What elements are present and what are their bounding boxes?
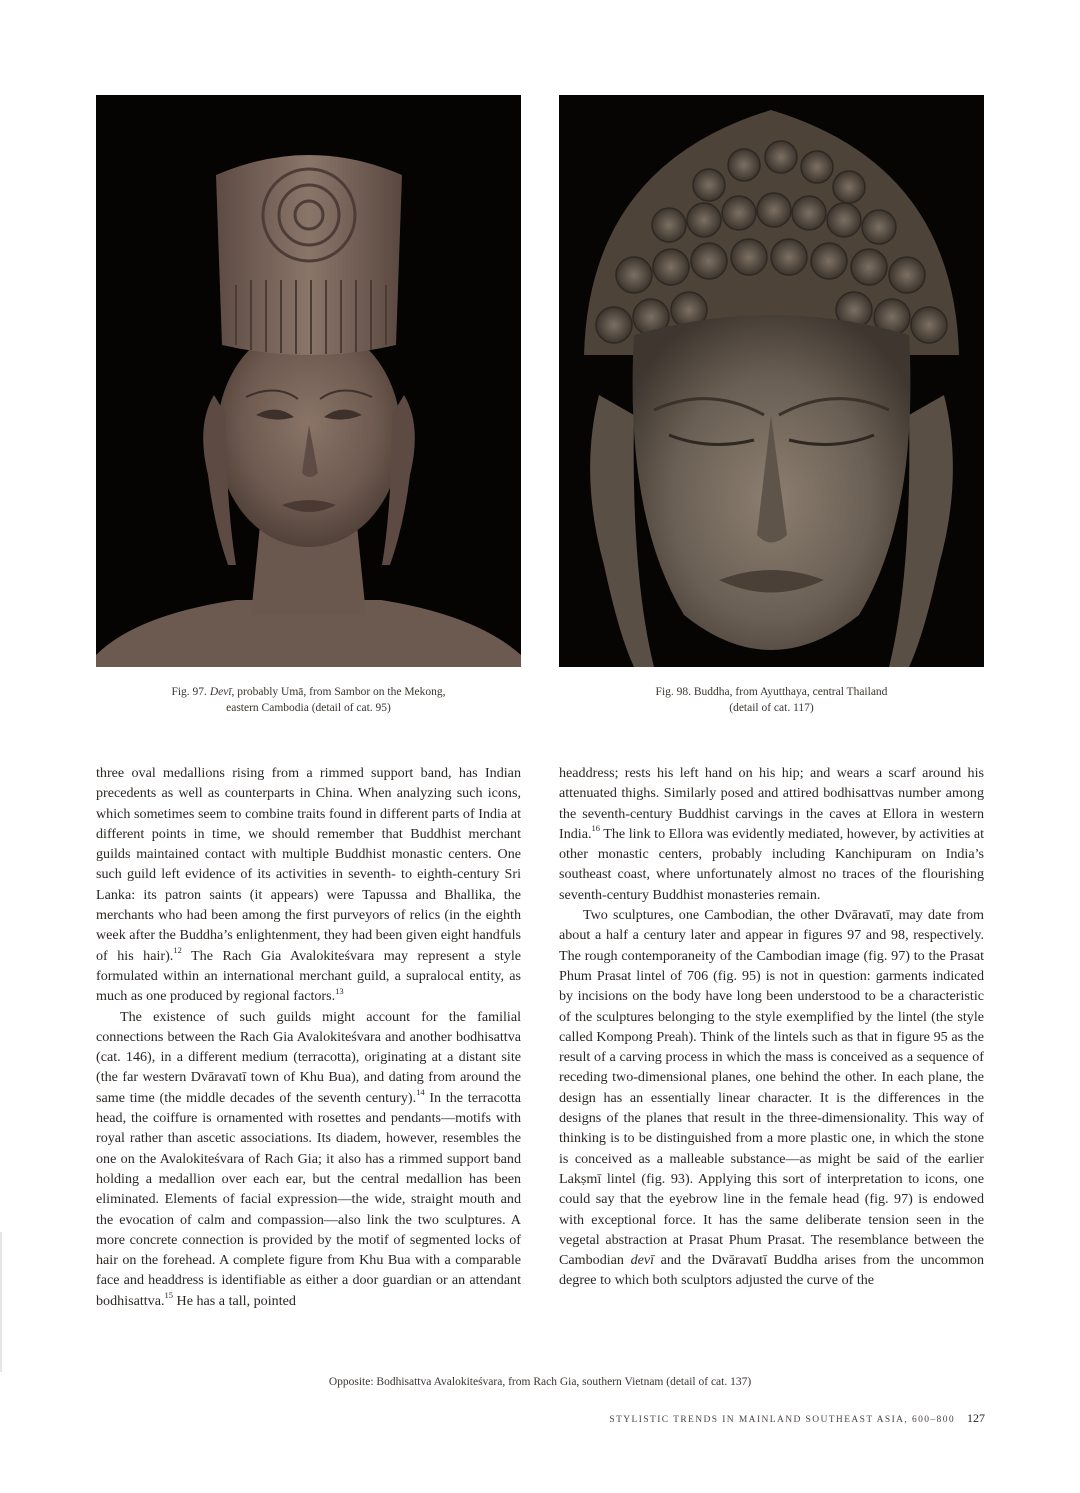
page-edge-rule	[0, 1232, 2, 1372]
caption-line: Fig. 98. Buddha, from Ayutthaya, central Thailand	[655, 686, 888, 698]
text-run: Two sculptures, one Cambodian, the other Dvāravatī, may date from about a half a century later and appear in figures 97 and 98, respectively. The rough contemporaneity of the Cambodian image (fig. 97) to the Prasat Phum Prasat lintel of 706 (fig. 95) is not in question: garments indicated by incisions on the body have long been understood to be a characteristic of the sculptures belonging to the style exemplified by the lintel (the style called Kompong Preah). Think of the lintels such as that in figure 95 as the result of a carving process in which the mass is conceived as a sequence of receding two-dimensional planes, one behind the other. In each plane, the design has an essentially linear character. It is the differences in the designs of the planes that result in the three-dimensionality. This way of thinking is to be distinguished from a more plastic one, in which the stone is conceived as a malleable substance—as might be said of the earlier Lakṣmī lintel (fig. 93). Applying this sort of interpretation to icons, one could say that the eyebrow line in the female head (fig. 97) is endowed with exceptional force. It has the same deliberate tension seen in the vegetal abstraction at Prasat Phum Prasat. The resemblance between the Cambodian	[559, 907, 984, 1269]
footnote-ref: 15	[164, 1290, 174, 1301]
opposite-caption: Opposite: Bodhisattva Avalokiteśvara, from Rach Gia, southern Vietnam (detail of cat. 137)	[328, 1376, 752, 1388]
caption-italic-title: Devī	[209, 686, 232, 698]
paragraph	[96, 763, 521, 1007]
caption-prefix: Fig. 97.	[171, 686, 210, 698]
text-run: and the Dvāravatī Buddha arises from the uncommon degree to which both sculptors adjusted the curve of the	[559, 1252, 984, 1289]
footnote-ref: 13	[335, 985, 344, 996]
text-run: In the terracotta head, the coiffure is ornamented with rosettes and pendants—motifs with royal rather than ascetic associations. Its diadem, however, resembles the one on the Avalokiteśvara of Rach Gia; it also has a rimmed support band holding a medallion over each ear, but the central medallion has been eliminated. Elements of facial expression—the wide, straight mouth and the evocation of calm and compassion—also link the two sculptures. A more concrete connection is provided by the motif of segmented locks of hair on the forehead. A complete figure from Khu Bua with a comparable face and headdress is identifiable as either a door guardian or an attendant bodhisattva.	[96, 1089, 522, 1309]
footnote-ref: 16	[591, 823, 600, 834]
devi-sculpture-image	[96, 95, 521, 667]
caption-line	[96, 684, 521, 700]
figure-98-buddha-photo	[559, 95, 984, 667]
text-run: The link to Ellora was evidently mediated, however, by activities at other monastic centers, probably including Kanchipuram on India’s southeast coast, where unfortunately almost no traces of the flourishing seventh-century Buddhist monasteries remain.	[559, 825, 984, 903]
text-run: The existence of such guilds might account for the familial connections between the Rach Gia Avalokiteśvara and another bodhisattva (cat. 146), in a different medium (terracotta), originating at a distant site (the far western Dvāravatī town of Khu Bua), and dating from around the same time (the middle decades of the seventh century).	[96, 1008, 521, 1106]
caption-line: (detail of cat. 117)	[729, 702, 814, 714]
left-text-column	[96, 763, 521, 1311]
paragraph	[96, 1007, 521, 1311]
figure-98-caption	[559, 684, 984, 716]
footnote-ref: 12	[173, 944, 182, 955]
footnote-ref: 14	[416, 1087, 425, 1098]
caption-rest: , probably Umā, from Sambor on the Mekong,	[231, 686, 446, 698]
paragraph	[559, 905, 984, 1291]
italic-term: devī	[630, 1252, 655, 1269]
running-head: STYLISTIC TRENDS IN MAINLAND SOUTHEAST ASIA, 600–800	[609, 1415, 955, 1425]
caption-line: eastern Cambodia (detail of cat. 95)	[226, 702, 391, 714]
page-number: 127	[967, 1411, 985, 1425]
buddha-sculpture-image	[559, 95, 984, 667]
paragraph	[559, 763, 984, 905]
text-run: three oval medallions rising from a rimmed support band, has Indian precedents as well as counterparts in China. When analyzing such icons, which sometimes seem to combine traits found in different parts of India at different points in time, we should remember that Buddhist merchant guilds maintained contact with multiple Buddhist monastic centers. One such guild left evidence of its activities in seventh- to eighth-century Sri Lanka: its patron saints (it appears) were Tapussa and Bhallika, the merchants who had been among the first purveyors of relics (in the eighth week after the Buddha’s enlightenment, they had been given eight handfuls of his hair).	[96, 765, 521, 964]
figure-97-devi-photo	[96, 95, 521, 667]
text-run: headdress; rests his left hand on his hip; and wears a scarf around his attenuated thighs. Similarly posed and attired bodhisattvas number among the seventh-century Buddhist carvings in the caves at Ellora in western India.	[559, 765, 984, 842]
text-run: He has a tall, pointed	[173, 1292, 296, 1309]
right-text-column	[559, 763, 984, 1291]
text-run: The Rach Gia Avalokiteśvara may represent a style formulated within an international merchant guild, a supralocal entity, as much as one produced by regional factors.	[96, 947, 521, 1005]
running-footer	[609, 1411, 985, 1426]
figure-97-caption	[96, 684, 521, 716]
